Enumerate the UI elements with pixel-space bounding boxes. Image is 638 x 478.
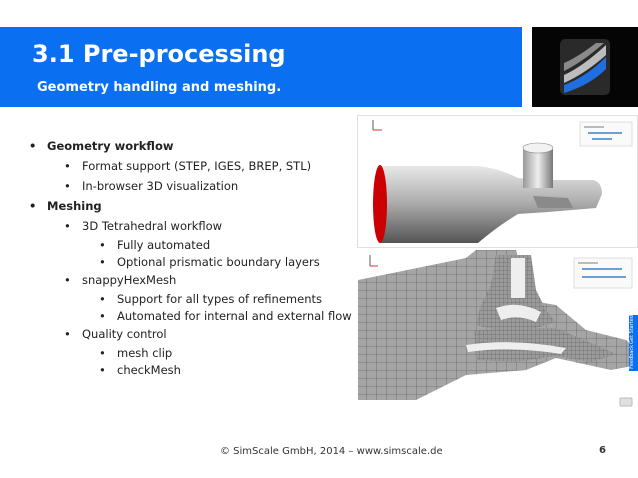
bullet-item: • checkMesh — [99, 363, 181, 377]
scene-tree-panel — [574, 258, 632, 288]
axis-triad-icon — [370, 255, 378, 266]
logo-mark-icon — [560, 39, 610, 95]
footer-copyright: © SimScale GmbH, 2014 – www.simscale.de — [220, 446, 443, 457]
bullet-item: • Support for all types of refinements — [99, 292, 322, 306]
slide-subtitle: Geometry handling and meshing. — [37, 80, 282, 95]
bullet-item: • mesh clip — [99, 346, 173, 360]
get-started-tab[interactable]: Get Started — [629, 315, 635, 344]
bullet-item: • In-browser 3D visualization — [64, 179, 239, 193]
page-number: 6 — [599, 445, 606, 456]
geometry-viewer-screenshot — [357, 115, 638, 248]
feedback-tab[interactable]: Feedback — [629, 345, 635, 369]
mesh-clip-screenshot — [356, 250, 638, 413]
bullet-item: • Automated for internal and external flow — [99, 309, 352, 323]
bullet-item: • 3D Tetrahedral workflow — [64, 219, 223, 233]
bullet-item: • Optional prismatic boundary layers — [99, 255, 320, 269]
bullet-item: • Meshing — [29, 199, 102, 213]
side-tab-buttons[interactable] — [629, 315, 638, 371]
bullet-item: • Fully automated — [99, 238, 211, 252]
bullet-item: • Quality control — [64, 327, 167, 341]
bullet-item: • Format support (STEP, IGES, BREP, STL) — [64, 159, 312, 173]
scene-tree-panel — [580, 122, 632, 146]
slide-title: 3.1 Pre-processing — [32, 40, 286, 68]
bullet-item: • Geometry workflow — [29, 139, 174, 153]
bullet-item: • snappyHexMesh — [64, 273, 177, 287]
simscale-logo — [532, 27, 638, 107]
axis-triad-icon — [373, 120, 382, 130]
